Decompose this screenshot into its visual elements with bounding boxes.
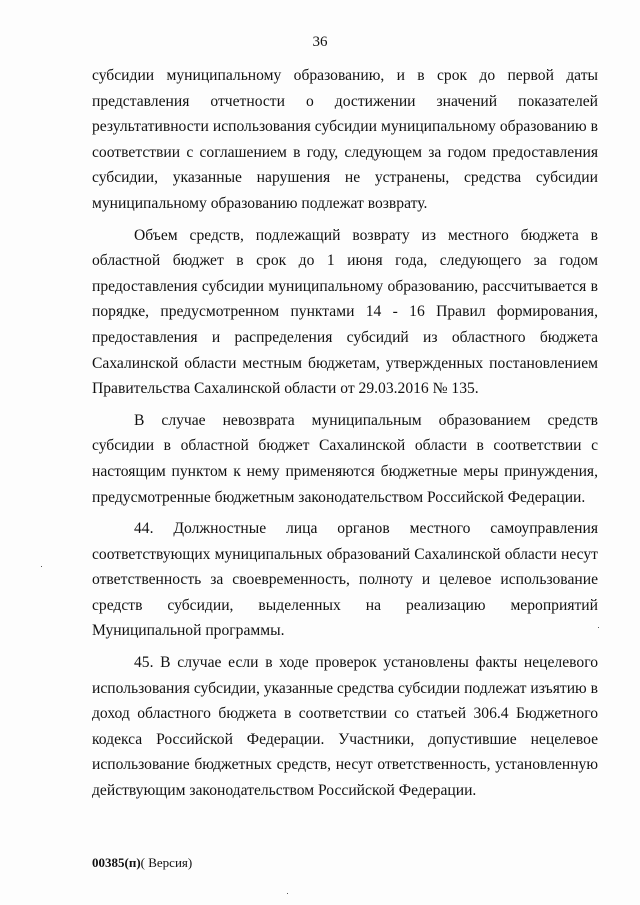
scan-speck <box>287 893 288 894</box>
paragraph: 44. Должностные лица органов местного самоуправления соответствующих муниципальных образований Сахалинской области несут ответственность за своевременность, полноту и целевое использование средств субсидии, выделенных на реализацию мероприятий Муниципальной программы. <box>92 520 598 640</box>
footer-version-label: ( Версия) <box>140 855 193 870</box>
scan-speck <box>41 566 42 567</box>
footer-document-code <box>92 855 192 871</box>
paragraph: субсидии муниципальному образованию, и в срок до первой даты представления отчетности о достижении значений показателей результативности использования субсидии муниципальному образованию в соответствии с соглашением в году, следующем за годом предоставления субсидии, указанные нарушения не устранены, средства субсидии муниципальному образованию подлежат возврату. <box>92 67 598 212</box>
paragraph: Объем средств, подлежащий возврату из местного бюджета в областной бюджет в срок до 1 июня года, следующего за годом предоставления субсидии муниципальному образованию, рассчитывается в порядке, предусмотренном пунктами 14 - 16 Правил формирования, предоставления и распределения субсидий из областного бюджета Сахалинской области местным бюджетам, утвержденных постановлением Правительства Сахалинской области от 29.03.2016 № 135. <box>92 226 598 398</box>
scan-speck <box>598 627 599 628</box>
footer-code: 00385(п) <box>92 855 141 870</box>
paragraph: 45. В случае если в ходе проверок установлены факты нецелевого использования субсидии, указанные средства субсидии подлежат изъятию в доход областного бюджета в соответствии со статьей 306.4 Бюджетного кодекса Российской Федерации. Участники, допустившие нецелевое использование бюджетных средств, несут ответственность, установленную действующим законодательством Российской Федерации. <box>92 654 598 800</box>
paragraph: В случае невозврата муниципальным образованием средств субсидии в областной бюджет Сахалинской области в соответствии с настоящим пунктом к нему применяются бюджетные меры принуждения, предусмотренные бюджетным законодательством Российской Федерации. <box>92 411 598 506</box>
page-number: 36 <box>312 34 328 50</box>
document-body <box>92 63 598 804</box>
